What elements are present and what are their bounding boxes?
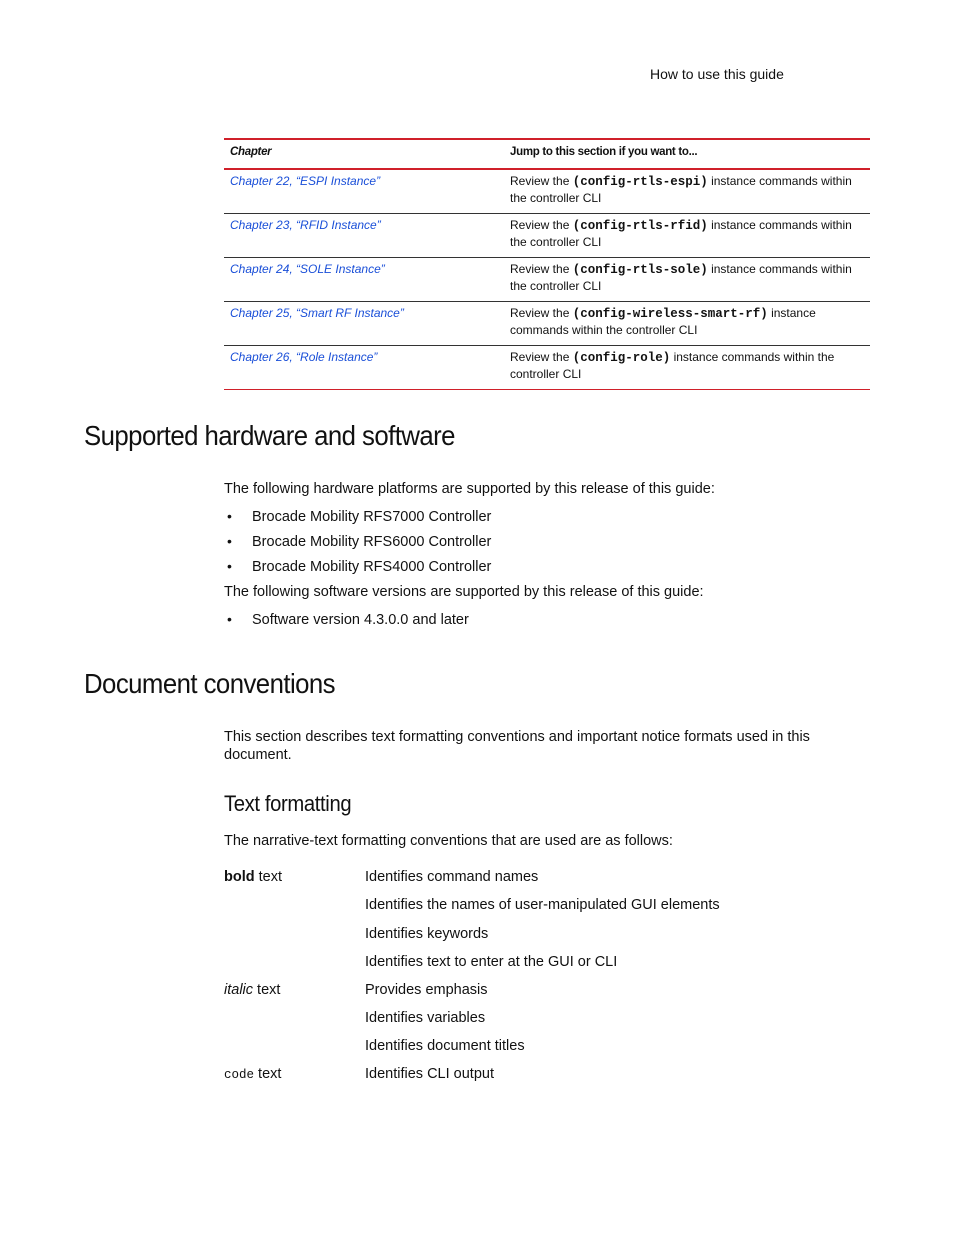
convention-label-code: code text <box>224 1066 282 1082</box>
chapter-description: Review the (config-role) instance commands within the controller CLI <box>510 350 835 381</box>
list-item: • Brocade Mobility RFS4000 Controller <box>227 558 492 575</box>
convention-use: Identifies text to enter at the GUI or CLI <box>365 954 618 970</box>
bullet-icon: • <box>227 558 232 574</box>
command-name: (config-rtls-espi) <box>572 175 708 189</box>
software-list <box>224 611 469 636</box>
convention-use: Identifies the names of user-manipulated GUI elements <box>365 897 720 913</box>
chapter-link[interactable]: Chapter 23, “RFID Instance” <box>230 218 381 232</box>
column-header-chapter: Chapter <box>230 146 272 158</box>
section-heading-supported: Supported hardware and software <box>84 420 455 451</box>
chapter-description: Review the (config-rtls-espi) instance commands within the controller CLI <box>510 174 852 205</box>
command-name: (config-rtls-sole) <box>572 263 708 277</box>
bullet-icon: • <box>227 508 232 524</box>
chapter-link[interactable]: Chapter 22, “ESPI Instance” <box>230 174 381 188</box>
convention-use: Provides emphasis <box>365 982 488 998</box>
hardware-intro: The following hardware platforms are supported by this release of this guide: <box>224 481 715 497</box>
hardware-list <box>224 508 491 583</box>
command-name: (config-rtls-rfid) <box>572 219 708 233</box>
convention-use: Identifies command names <box>365 869 539 885</box>
list-item: • Brocade Mobility RFS7000 Controller <box>227 508 492 525</box>
convention-use: Identifies CLI output <box>365 1066 494 1082</box>
list-item: • Software version 4.3.0.0 and later <box>227 611 469 628</box>
table-row <box>224 258 870 302</box>
chapter-description: Review the (config-rtls-sole) instance commands within the controller CLI <box>510 262 852 293</box>
chapter-link[interactable]: Chapter 25, “Smart RF Instance” <box>230 306 404 320</box>
convention-use: Identifies document titles <box>365 1038 525 1054</box>
table-row <box>224 346 870 390</box>
section-heading-conventions: Document conventions <box>84 668 336 699</box>
table-row <box>224 214 870 258</box>
chapter-description: Review the (config-wireless-smart-rf) instance commands within the controller CLI <box>510 306 816 337</box>
command-name: (config-wireless-smart-rf) <box>572 307 768 321</box>
text-formatting-intro: The narrative-text formatting conventions that are used are as follows: <box>224 833 673 849</box>
table-header-row <box>224 139 870 169</box>
chapter-link[interactable]: Chapter 26, “Role Instance” <box>230 350 378 364</box>
bullet-icon: • <box>227 533 232 549</box>
convention-use: Identifies keywords <box>365 926 489 942</box>
conventions-intro: This section describes text formatting conventions and important notice formats used in this document. <box>224 729 810 763</box>
software-intro: The following software versions are supported by this release of this guide: <box>224 584 704 600</box>
table-row <box>224 302 870 346</box>
subsection-heading-text-formatting: Text formatting <box>224 791 352 816</box>
chapter-description: Review the (config-rtls-rfid) instance commands within the controller CLI <box>510 218 852 249</box>
bullet-icon: • <box>227 611 232 627</box>
list-item: • Brocade Mobility RFS6000 Controller <box>227 533 492 550</box>
column-header-jump: Jump to this section if you want to... <box>510 146 698 158</box>
convention-use: Identifies variables <box>365 1010 486 1026</box>
running-header: How to use this guide <box>650 66 784 82</box>
table-row <box>224 169 870 214</box>
chapter-link[interactable]: Chapter 24, “SOLE Instance” <box>230 262 385 276</box>
convention-label-bold: bold text <box>224 869 283 885</box>
chapter-table <box>224 138 870 390</box>
convention-label-italic: italic text <box>224 982 281 998</box>
command-name: (config-role) <box>572 351 671 365</box>
